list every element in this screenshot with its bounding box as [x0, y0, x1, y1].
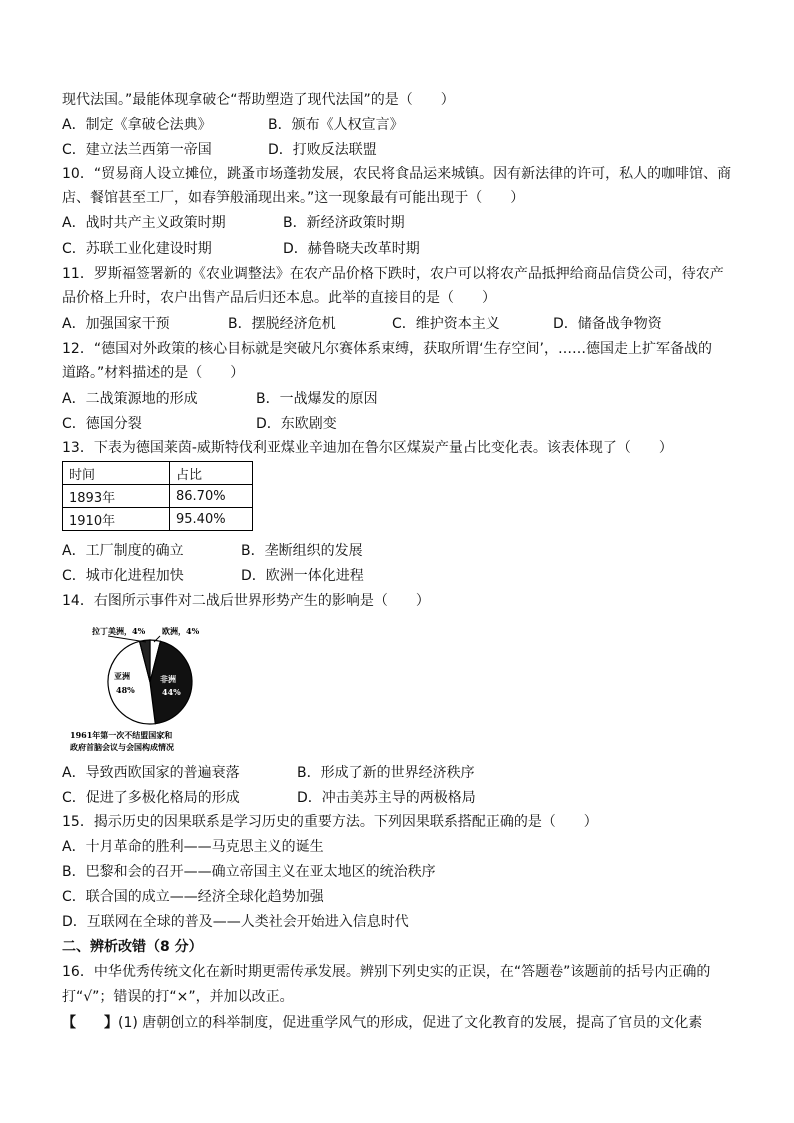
- q10-option-d: D．赫鲁晓夫改革时期: [283, 241, 420, 257]
- label-latam: 拉丁美洲，4%: [92, 626, 146, 636]
- q12-stem-line2: 道路。”材料描述的是（ ）: [62, 365, 245, 381]
- q14-option-d: D．冲击美苏主导的两极格局: [297, 790, 476, 806]
- q9-option-b: B．颁布《人权宣言》: [268, 117, 404, 133]
- q11-stem-line2: 品价格上升时，农户出售产品后归还本息。此举的直接目的是（ ）: [62, 290, 496, 306]
- q14-option-c: C．促进了多极化格局的形成: [62, 790, 240, 806]
- q11-option-b: B．摆脱经济危机: [228, 316, 336, 332]
- chart-caption-line2: 政府首脑会议与会国构成情况: [70, 742, 174, 752]
- q9-option-c: C．建立法兰西第一帝国: [62, 142, 212, 158]
- q13-option-b: B．垄断组织的发展: [241, 543, 363, 559]
- table-header-row: [63, 462, 253, 485]
- q16-stem-line1: 16．中华优秀传统文化在新时期更需传承发展。辨别下列史实的正误，在“答题卷”该题前的括号内正确的: [62, 964, 711, 980]
- q9-stem: 现代法国。”最能体现拿破仑“帮助塑造了现代法国”的是（ ）: [62, 92, 455, 108]
- table-header-time: 时间: [63, 462, 170, 485]
- q10-stem-line1: 10．“贸易商人设立摊位，跳蚤市场蓬勃发展，农民将食品运来城镇。因有新法律的许可，私人的咖啡馆、商: [62, 166, 732, 182]
- table-row: [63, 485, 253, 508]
- q10-option-b: B．新经济政策时期: [283, 215, 405, 231]
- q14-stem: 14．右图所示事件对二战后世界形势产生的影响是（ ）: [62, 593, 430, 609]
- q10-option-c: C．苏联工业化建设时期: [62, 241, 212, 257]
- q15-option-a: A．十月革命的胜利——马克思主义的诞生: [62, 839, 324, 855]
- label-asia-name: 亚洲: [114, 671, 130, 681]
- q13-option-a: A．工厂制度的确立: [62, 543, 184, 559]
- label-africa-value: 44%: [162, 687, 181, 697]
- q13-option-c: C．城市化进程加快: [62, 568, 184, 584]
- table-cell: 95.40%: [170, 508, 253, 531]
- q12-option-d: D．东欧剧变: [256, 416, 337, 432]
- q15-option-c: C．联合国的成立——经济全球化趋势加强: [62, 889, 324, 905]
- table-row: [63, 508, 253, 531]
- q15-option-d: D．互联网在全球的普及——人类社会开始进入信息时代: [62, 914, 409, 930]
- pie-chart-svg: [62, 622, 232, 754]
- q12-option-a: A．二战策源地的形成: [62, 391, 198, 407]
- q12-option-c: C．德国分裂: [62, 416, 142, 432]
- nonaligned-pie-chart: [62, 622, 232, 754]
- q12-stem-line1: 12．“德国对外政策的核心目标就是突破凡尔赛体系束缚，获取所谓‘生存空间’，……德国走上扩军备战的: [62, 341, 712, 357]
- table-cell: 1910年: [63, 508, 170, 531]
- q9-option-d: D．打败反法联盟: [268, 142, 377, 158]
- q11-option-a: A．加强国家干预: [62, 316, 170, 332]
- q10-option-a: A．战时共产主义政策时期: [62, 215, 226, 231]
- q14-option-a: A．导致西欧国家的普遍衰落: [62, 765, 240, 781]
- q14-option-b: B．形成了新的世界经济秩序: [297, 765, 475, 781]
- label-asia-value: 48%: [116, 685, 135, 695]
- q13-stem: 13．下表为德国莱茵-威斯特伐利亚煤业辛迪加在鲁尔区煤炭产量占比变化表。该表体现了（ ）: [62, 440, 673, 456]
- q16-item1: [62, 1013, 702, 1033]
- q11-stem-line1: 11．罗斯福签署新的《农业调整法》在农产品价格下跌时，农户可以将农产品抵押给商品信贷公司，待农产: [62, 266, 724, 282]
- answer-bracket: 【 】: [62, 1015, 118, 1031]
- table-header-share: 占比: [170, 462, 253, 485]
- q15-option-b: B．巴黎和会的召开——确立帝国主义在亚太地区的统治秩序: [62, 864, 436, 880]
- chart-caption-line1: 1961年第一次不结盟国家和: [70, 730, 173, 740]
- label-europe: 欧洲，4%: [162, 626, 200, 636]
- label-africa-name: 非洲: [160, 674, 176, 684]
- q15-stem: 15．揭示历史的因果联系是学习历史的重要方法。下列因果联系搭配正确的是（ ）: [62, 814, 598, 830]
- coal-share-table: [62, 461, 253, 531]
- section2-title: 二、辨析改错（8 分）: [62, 939, 203, 955]
- q16-item1-text: (1) 唐朝创立的科举制度，促进重学风气的形成，促进了文化教育的发展，提高了官员的文化素: [118, 1015, 703, 1031]
- table-cell: 86.70%: [170, 485, 253, 508]
- q13-option-d: D．欧洲一体化进程: [241, 568, 364, 584]
- q12-option-b: B．一战爆发的原因: [256, 391, 378, 407]
- table-cell: 1893年: [63, 485, 170, 508]
- q16-stem-line2: 打“√”；错误的打“×”，并加以改正。: [62, 989, 294, 1005]
- q10-stem-line2: 店、餐馆甚至工厂，如春笋般涌现出来。”这一现象最有可能出现于（ ）: [62, 190, 525, 206]
- q11-option-c: C．维护资本主义: [392, 316, 500, 332]
- q9-option-a: A．制定《拿破仑法典》: [62, 117, 212, 133]
- q11-option-d: D．储备战争物资: [553, 316, 662, 332]
